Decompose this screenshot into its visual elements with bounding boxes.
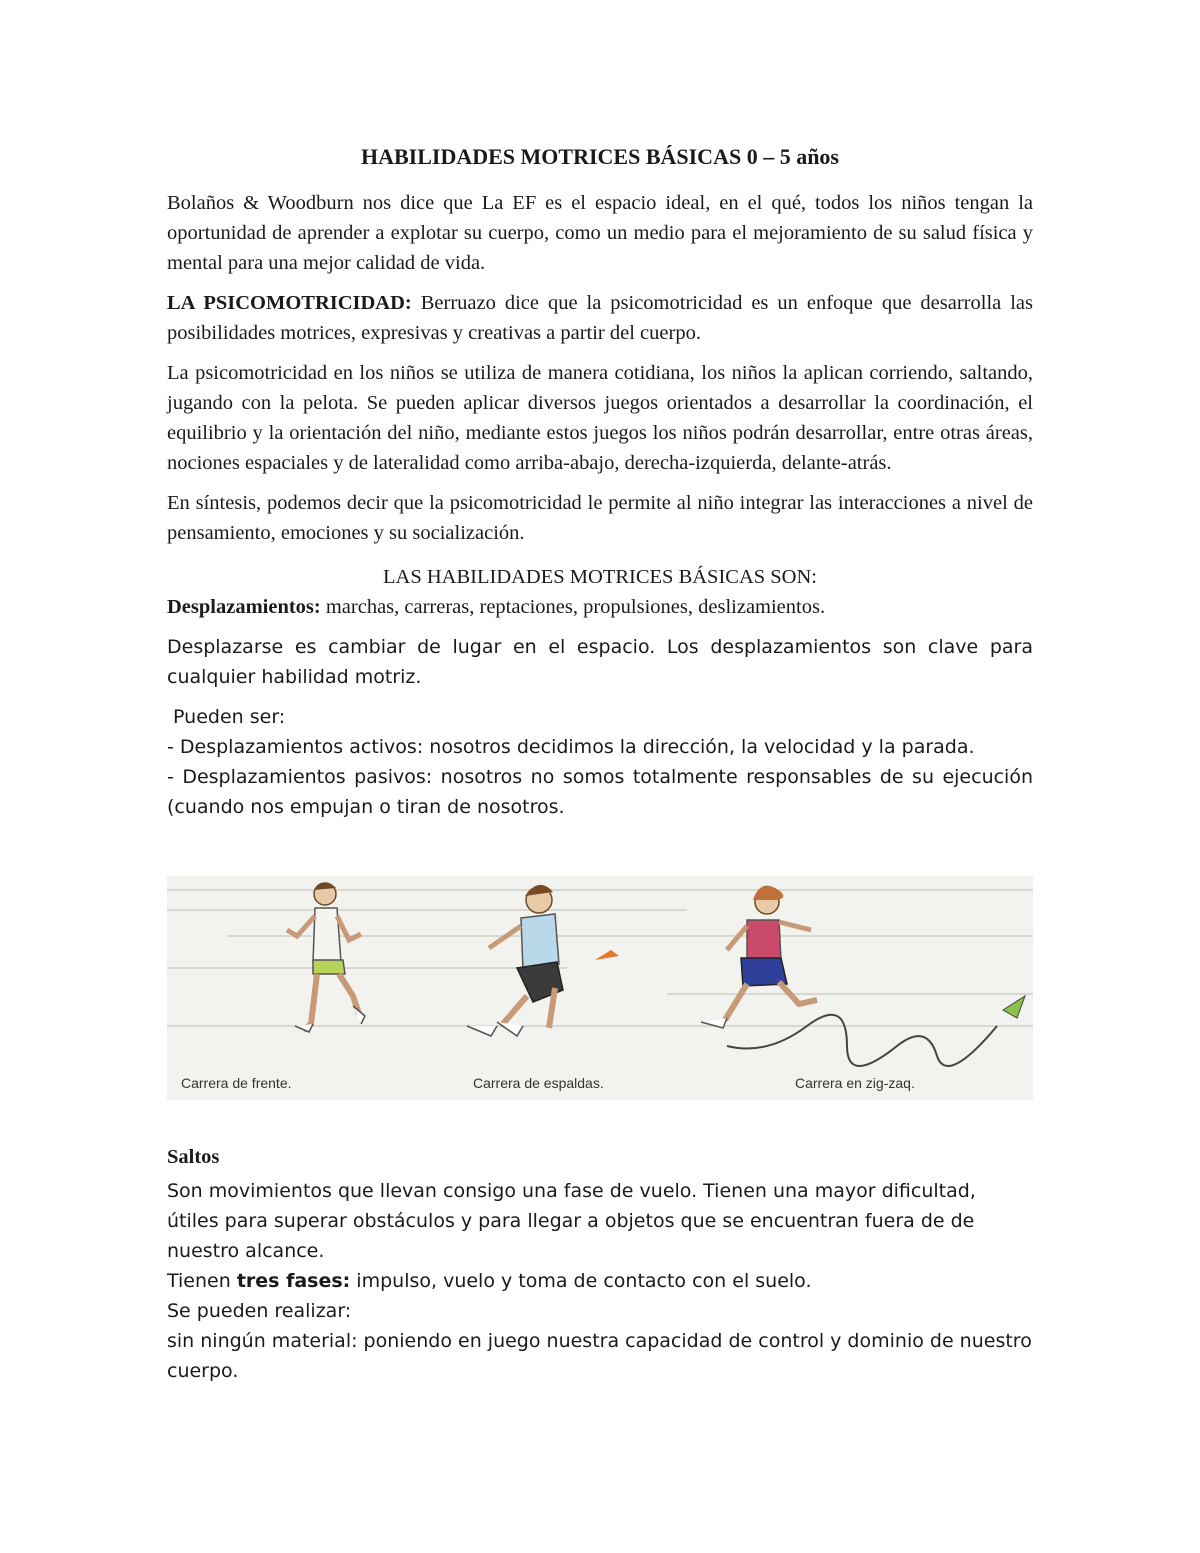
activos-text: nosotros decidimos la dirección, la velocidad y la parada. — [423, 736, 975, 758]
pasivos-item — [167, 762, 1033, 822]
desplazamientos-paragraph — [167, 592, 1033, 622]
fases-post: impulso, vuelo y toma de contacto con el suelo. — [350, 1270, 812, 1292]
desplazamientos-text: marchas, carreras, reptaciones, propulsiones, deslizamientos. — [320, 596, 826, 618]
saltos-pueden: Se pueden realizar: — [167, 1300, 352, 1322]
saltos-sin-material — [167, 1326, 1033, 1386]
fases-bold: tres fases: — [236, 1270, 351, 1292]
sintesis-paragraph: En síntesis, podemos decir que la psicomotricidad le permite al niño integrar las interacciones a nivel de pensamiento, emociones y su socialización. — [167, 492, 1033, 544]
sin-material-text: poniendo en juego nuestra capacidad de control y dominio de nuestro cuerpo. — [167, 1330, 1032, 1382]
uso-paragraph: La psicomotricidad en los niños se utiliza de manera cotidiana, los niños la aplican corriendo, saltando, jugando con la pelota. Se pueden aplicar diversos juegos orientados a desarrollar la coordinación, el equilibrio y la orientación del niño, mediante estos juegos los niños podrán desarrollar, entre otras áreas, nociones espaciales y de lateralidad como arriba-abajo, derecha-izquierda, delante-atrás. — [167, 362, 1033, 474]
caption-zigzag: Carrera en zig-zaq. — [795, 1075, 915, 1091]
psicomotricidad-paragraph — [167, 288, 1033, 348]
fases-pre: Tienen — [167, 1270, 237, 1292]
activos-label: - Desplazamientos activos: — [167, 736, 424, 758]
desplazamientos-label: Desplazamientos: — [167, 596, 321, 618]
pasivos-text: nosotros no somos totalmente responsables de su ejecución (cuando nos empujan o tiran de nosotros. — [167, 766, 1033, 818]
pasivos-label: - Desplazamientos pasivos: — [167, 766, 433, 788]
runner-front-figure — [287, 882, 365, 1032]
saltos-fases — [167, 1266, 1033, 1296]
running-figures-svg — [167, 876, 1033, 1100]
psicomotricidad-label: LA PSICOMOTRICIDAD: — [167, 292, 412, 314]
section-subtitle: LAS HABILIDADES MOTRICES BÁSICAS SON: — [383, 566, 817, 588]
intro-paragraph: Bolaños & Woodburn nos dice que La EF es el espacio ideal, en el qué, todos los niños tengan la oportunidad de aprender a explotar su cuerpo, como un medio para el mejoramiento de su salud física y mental para una mejor calidad de vida. — [167, 192, 1033, 274]
caption-backwards: Carrera de espaldas. — [473, 1075, 604, 1091]
psicomotricidad-text: Berruazo dice que la psicomotricidad es un enfoque que desarrolla las posibilidades motrices, expresivas y creativas a partir del cuerpo. — [167, 292, 1033, 344]
runner-backwards-figure — [467, 885, 619, 1036]
running-illustration — [167, 876, 1033, 1100]
desplazamientos-definition: Desplazarse es cambiar de lugar en el espacio. Los desplazamientos son clave para cualquier habilidad motriz. — [167, 636, 1033, 688]
runner-zigzag-figure — [701, 886, 1025, 1066]
sin-material-label: sin ningún material: — [167, 1330, 358, 1352]
saltos-paragraph: Son movimientos que llevan consigo una fase de vuelo. Tienen una mayor dificultad, útiles para superar obstáculos y para llegar a objetos que se encuentran fuera de de nuestro alcance. — [167, 1180, 976, 1262]
caption-front: Carrera de frente. — [181, 1075, 292, 1091]
saltos-heading: Saltos — [167, 1146, 220, 1168]
page-title: HABILIDADES MOTRICES BÁSICAS 0 – 5 años — [360, 144, 839, 169]
activos-item — [167, 732, 1033, 762]
saltos-section — [167, 1142, 1033, 1386]
pueden-ser-label: Pueden ser: — [167, 706, 286, 728]
document-body — [167, 140, 1033, 822]
